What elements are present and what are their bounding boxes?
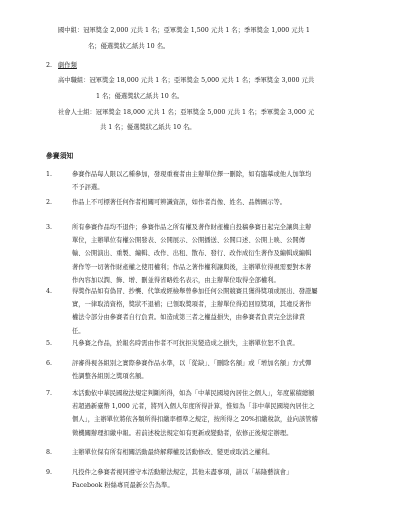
rule-text-line: 單位，主辦單位有權公開發表、公開展示、公開播送、公開口述、公開上映、公開傳	[72, 237, 305, 245]
rule-number: 5.	[46, 340, 53, 347]
rule-text-line: 作內容加以潤、飾、增、刪並得省略姓名表示，由主辦單位取得全部權利。	[72, 276, 280, 284]
adult-prize-line-2: 共 1 名；優選獎狀乙紙共 10 名。	[100, 124, 196, 131]
section-number: 2.	[46, 62, 53, 69]
rule-text-line: 性調整各組別之獎項名額。	[72, 373, 148, 381]
rule-text-line: Facebook 粉絲專頁最新公告為準。	[72, 482, 174, 490]
senior-prize-line-2: 1 名；優選獎狀乙紙共 10 名。	[96, 93, 184, 100]
rule-number: 9.	[46, 469, 53, 476]
rule-text-line: 輸、公開演出、重製、編輯、改作、出租、散布、發行、改作成衍生著作及編輯成編輯	[72, 250, 312, 258]
rule-text-line: 評審得視各組別之實際參賽作品水準，以「從缺」、「刪除名額」或「增加名額」方式彈	[72, 360, 312, 367]
rule-number: 3.	[46, 224, 53, 231]
rule-text-line: 個人」，主辦單位將依各類所得扣繳率標準之規定，按所得之 20%扣繳稅款，並向該管稽	[72, 416, 318, 424]
junior-prize-line-2: 名；優選獎狀乙紙共 10 名。	[88, 43, 170, 50]
rule-text-line: 任。	[72, 327, 85, 335]
rule-text-line: 若超過新臺幣 1,000 元者，將列入個人年度所得計算，惟如為「非中華民國境內居住之	[72, 403, 315, 411]
rule-number: 4.	[46, 288, 53, 295]
section-title: 劇作類	[58, 62, 77, 69]
rule-number: 8.	[46, 449, 53, 456]
junior-prize-line-1: 國中組：冠軍獎金 2,000 元共 1 名；亞軍獎金 1,500 元共 1 名；季軍獎金 1,000 元共 1	[58, 27, 310, 34]
rule-text-line: 凡投件之參賽者視同遵守本活動辦法規定，其他未盡事項，請以「基隆藝演會」	[72, 469, 293, 476]
rule-text-line: 徵機關辦理扣繳申報。若前述稅法規定如有更新或變動者，依修正後規定辦理。	[72, 429, 293, 437]
rule-text-line: 本活動依中華民國稅法規定判斷所得，如為「中華民國境內居住之個人」，年度累積總額	[72, 390, 315, 397]
rule-text-line: 凡參賽之作品，於報名時需由作者不可抗拒災變造成之損失，主辦單位恕不負責。	[72, 340, 299, 347]
notice-heading: 參賽須知	[46, 152, 74, 160]
adult-prize-line-1: 社會人士組：冠軍獎金 18,000 元共 1 名；亞軍獎金 5,000 元共 1 名；季軍獎金 3,000 元	[58, 109, 315, 116]
senior-prize-line-1: 高中職組：冠軍獎金 18,000 元共 1 名；亞軍獎金 5,000 元共 1 名；季軍獎金 3,000 元共	[58, 77, 315, 84]
rule-number: 6.	[46, 360, 53, 367]
rule-text-line: 作品上不可標著任何作者相關可辨識資訊，如作者肖像、姓名、品牌圖示等。	[72, 199, 287, 206]
rule-number: 1.	[46, 171, 53, 178]
rule-text-line: 不予評選。	[72, 184, 104, 192]
rule-text-line: 著作等一切著作財產權之使用權利；作品之著作權利讓與後，主辦單位得視需要對本著	[72, 263, 312, 271]
rule-text-line: 主辦單位保有所有相關活動最終解釋權及活動修改、變更或取消之權利。	[72, 449, 274, 456]
rule-number: 7.	[46, 390, 53, 397]
rule-text-line: 得獎作品如有偽冒、抄襲、代筆或經檢舉曾參加任何公開競賽且獲得獎項或展出、發證屬	[72, 288, 318, 295]
rule-text-line: 權法令部分由參賽者自行負責。如造成第三者之權益損失，由參賽者負責完全法律責	[72, 314, 305, 322]
rule-text-line: 實，一律取消資格，獎狀不退補；已領取獎項者，主辦單位得追回原獎項，其違反著作	[72, 301, 312, 309]
rule-number: 2.	[46, 199, 53, 206]
rule-text-line: 所有參賽作品均不退件；參賽作品之所有權及著作財產權自投稿參賽日起完全讓與主辦	[72, 224, 312, 231]
rule-text-line: 參賽作品每人限以乙種參加，發現重複者由主辦單位擇一刪除，如有臨摹或他人加筆均	[72, 171, 312, 178]
